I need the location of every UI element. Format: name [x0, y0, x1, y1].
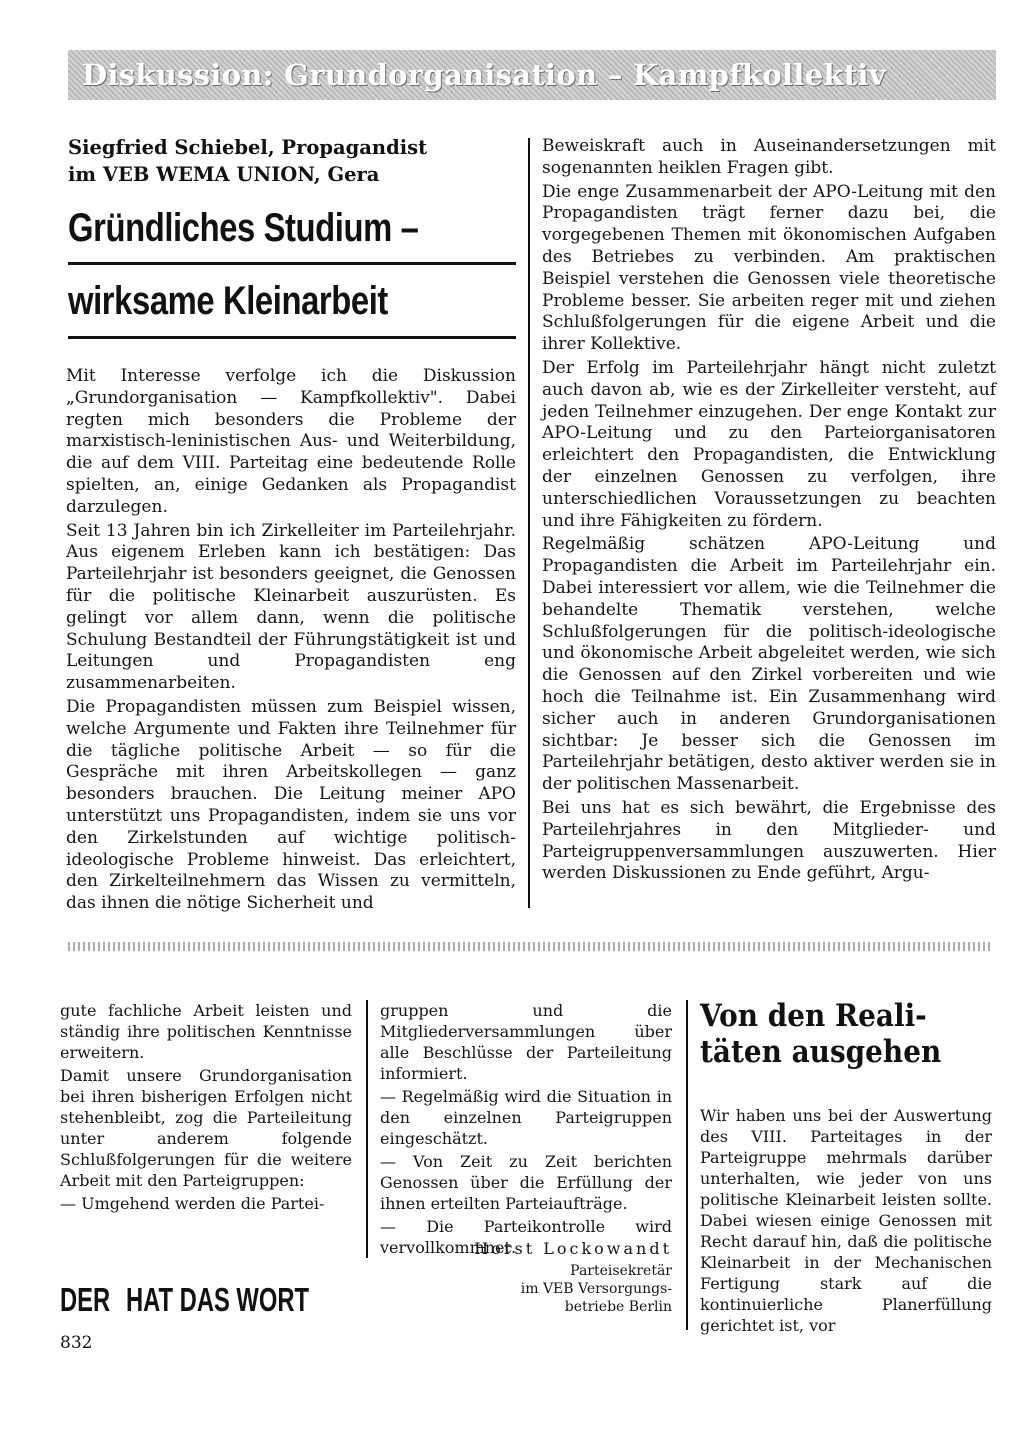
logo-word-hat-das-wort: HAT DAS WORT: [125, 1281, 309, 1318]
headline-line-2: täten ausgehen: [700, 1034, 942, 1070]
paragraph: Wir haben uns bei der Auswertung des VIII. Parteitages in der Parteigruppe mehrmals darüber unterhalten, wie jeder von uns politische Kleinarbeit leisten sollte. Dabei wiesen einige Genossen mit Recht darauf hin, daß die politische Kleinarbeit in der Mechanischen Fertigung stark auf die kontinuierliche Planerfüllung gerichtet ist, vor: [700, 1106, 992, 1335]
paragraph: — Die Parteikontrolle wird vervollkommnet.: [380, 1217, 672, 1257]
author-line-2: im VEB WEMA UNION, Gera: [68, 163, 380, 186]
signature-block: [380, 1262, 672, 1316]
article2-column-2: [380, 1000, 672, 1260]
reader-column-logo: [60, 1270, 360, 1330]
paragraph: — Regelmäßig wird die Situation in den einzelnen Parteigruppen eingeschätzt.: [380, 1087, 672, 1148]
article2-column-1: [60, 1000, 352, 1216]
signature-org-2: betriebe Berlin: [564, 1299, 672, 1315]
article1-column-2: [542, 136, 996, 887]
paragraph: Die Propagandisten müssen zum Beispiel wissen, welche Argumente und Fakten ihre Teilnehmer für die tägliche politische Arbeit — so für die Gespräche mit ihren Arbeitskollegen — ganz besonders brauchen. Die Leitung meiner APO unterstützt uns Propagandisten, indem sie uns vor den Zirkelstunden auf wichtige politisch-ideologische Probleme hinweist. Das erleichtert, den Zirkelteilnehmern das Wissen zu vermitteln, das ihnen die nötige Sicherheit und: [66, 696, 516, 914]
headline-line-1: Von den Reali-: [700, 998, 927, 1034]
headline-rule-2: [68, 336, 516, 339]
paragraph: gute fachliche Arbeit leisten und ständig ihre politischen Kenntnisse erweitern.: [60, 1001, 352, 1062]
author-line-1: Siegfried Schiebel, Propagandist: [68, 136, 428, 159]
banner-title: Diskussion: Grundorganisation – Kampfkollektiv: [82, 58, 887, 92]
paragraph: Seit 13 Jahren bin ich Zirkelleiter im Parteilehrjahr. Aus eigenem Erleben kann ich bestätigen: Das Parteilehrjahr ist besonders geeignet, die Genossen für die politische Kleinarbeit auszurüsten. Es gelingt vor allem dann, wenn die politische Schulung Bestandteil der Führungstätigkeit ist und Leitungen und Propagandisten eng zusammenarbeiten.: [66, 520, 516, 694]
article1-column-1: [66, 366, 516, 917]
discussion-banner: [68, 50, 996, 100]
paragraph: — Umgehend werden die Partei-: [60, 1194, 325, 1213]
paragraph: gruppen und die Mitgliederversammlungen über alle Beschlüsse der Parteileitung informiert.: [380, 1001, 672, 1083]
signature-role: Parteisekretär: [570, 1263, 672, 1279]
column-divider: [366, 1000, 368, 1258]
paragraph: — Von Zeit zu Zeit berichten Genossen über die Erfüllung der ihnen erteilten Parteiaufträge.: [380, 1152, 672, 1213]
paragraph: Bei uns hat es sich bewährt, die Ergebnisse des Parteilehrjahres in den Mitglieder- und Parteigruppenversammlungen auszuwerten. Hier werden Diskussionen zu Ende geführt, Argu-: [542, 797, 996, 884]
headline-line-2: wirksame Kleinarbeit: [68, 279, 388, 323]
signature-name: Horst Lockowandt: [474, 1239, 672, 1258]
paragraph: Beweiskraft auch in Auseinandersetzungen mit sogenannten heiklen Fragen gibt.: [542, 136, 996, 178]
paragraph: Damit unsere Grundorganisation bei ihren bisherigen Erfolgen nicht stehenbleibt, zog die Parteileitung unter anderem folgende Schlußfolgerungen für die weitere Arbeit mit den Parteigruppen:: [60, 1066, 352, 1190]
column-divider: [528, 138, 530, 908]
paragraph: Der Erfolg im Parteilehrjahr hängt nicht zuletzt auch davon ab, wie es der Zirkelleiter versteht, auf jeden Teilnehmer einzugehen. Der enge Kontakt zur APO-Leitung und zu den Parteiorganisatoren erleichtert den Propagandisten, die Entwicklung der einzelnen Genossen zu verfolgen, ihre unterschiedlichen Voraussetzungen zu beachten und ihre Fähigkeiten zu fördern.: [542, 357, 996, 531]
paragraph: Die enge Zusammenarbeit der APO-Leitung mit den Propagandisten trägt ferner dazu bei, die vorgegebenen Themen mit ökonomischen Aufgaben des Betriebes zu verbinden. Am praktischen Beispiel verstehen die Genossen viele theoretische Probleme besser. Sie arbeiten reger mit und ziehen Schlußfolgerungen für die eigene Arbeit und die ihrer Kollektive.: [542, 181, 996, 355]
logo-word-der: DER: [60, 1281, 111, 1318]
article3-column-1: [700, 1105, 992, 1338]
column-divider: [686, 1000, 688, 1330]
headline-rule-1: [68, 262, 516, 265]
headline-line-1: Gründliches Studium –: [68, 206, 419, 250]
article3-headline: [700, 998, 970, 1070]
signature-org-1: im VEB Versorgungs-: [520, 1281, 672, 1297]
page-number: 832: [60, 1333, 93, 1353]
article-author: [68, 134, 518, 188]
paragraph: Mit Interesse verfolge ich die Diskussion „Grundorganisation — Kampfkollektiv". Dabei regten mich besonders die Probleme der marxistisch-leninistischen Aus- und Weiterbildung, die auf dem VIII. Parteitag eine bedeutende Rolle spielten, an, einige Gedanken als Propagandist darzulegen.: [66, 366, 516, 517]
section-separator: [68, 942, 992, 951]
paragraph: Regelmäßig schätzen APO-Leitung und Propagandisten die Arbeit im Parteilehrjahr ein. Dabei interessiert vor allem, wie die Teilnehmer die behandelte Thematik verstehen, welche Schlußfolgerungen für die politisch-ideologische und ökonomische Arbeit abgeleitet werden, wie sich die Genossen auf den Zirkel vorbereiten und wie hoch die Teilnahme ist. Ein Zusammenhang wird sicher auch in anderen Grundorganisationen sichtbar: Je besser sich die Genossen im Parteilehrjahr betätigen, desto aktiver werden sie in der politischen Massenarbeit.: [542, 534, 996, 795]
